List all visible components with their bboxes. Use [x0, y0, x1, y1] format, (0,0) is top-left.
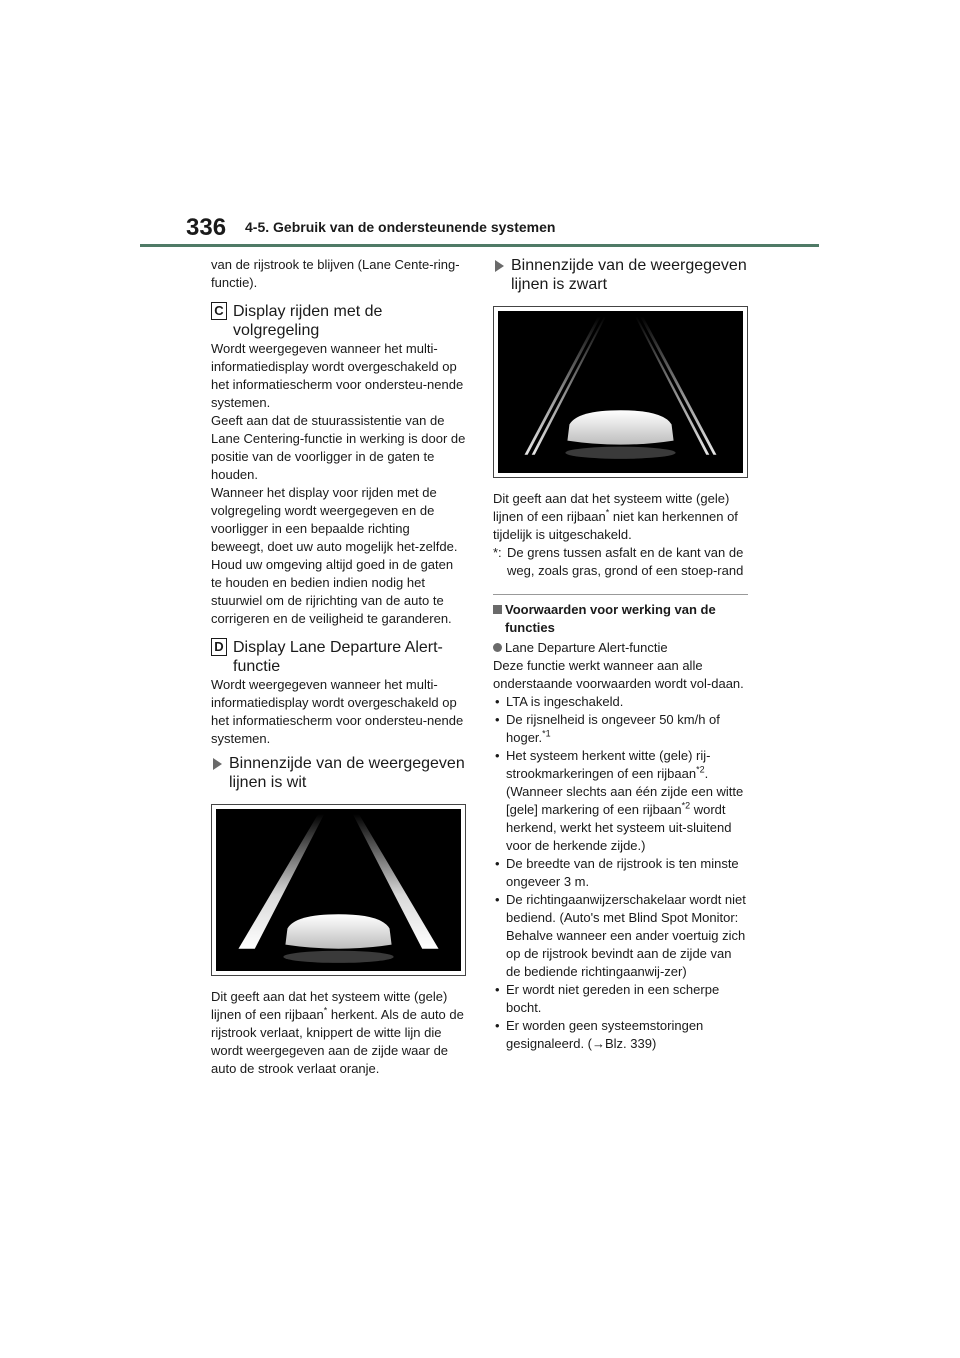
- list-item: • De rijsnelheid is ongeveer 50 km/h of hoger.$^{*1}$: [495, 712, 720, 745]
- conditions-heading: Voorwaarden voor werking van de functies: [493, 601, 748, 637]
- square-bullet-icon: [493, 605, 502, 614]
- left-column: [211, 256, 466, 1078]
- list-item: • De breedte van de rijstrook is ten minste ongeveer 3 m.: [495, 856, 739, 889]
- section-c-paragraph-2: Geeft aan dat de stuurassistentie van de Lane Centering-functie in werking is door de positie van de voorligger in de gaten te houden.: [211, 413, 466, 482]
- white-lines-display: [211, 804, 466, 976]
- list-item: • Het systeem herkent witte (gele) rij-strookmarkeringen of een rijbaan$^{*2}$. (Wanneer slechts aan één zijde een witte [gele] markering of een rijbaan$^{*2}$ wordt herkend, werkt het systeem uit-sluitend voor de herkende zijde.): [495, 748, 744, 853]
- list-item: • Er worden geen systeemstoringen gesignaleerd. (→Blz. 339): [495, 1018, 704, 1051]
- section-divider: [493, 594, 748, 595]
- lane-display-black-illustration: [498, 311, 743, 473]
- white-lines-heading: [211, 754, 466, 792]
- section-d-paragraph-1: Wordt weergegeven wanneer het multi-informatiedisplay wordt overgeschakeld op het informatiescherm voor ondersteu-nende systemen.: [211, 677, 464, 746]
- black-lines-display: [493, 306, 748, 478]
- section-d-title: Display Lane Departure Alert-functie: [233, 639, 443, 675]
- letter-d-icon: D: [211, 638, 227, 656]
- section-c-paragraph-3: Wanneer het display voor rijden met de volgregeling wordt weergegeven en de voorligger in een bepaalde richting beweegt, doet uw auto mogelijk het-zelfde. Houd uw omgeving altijd goed in de gaten te houden en bedien indien nodig het stuurwiel om de rijrichting van de auto te corrigeren en de veiligheid te garanderen.: [211, 485, 458, 626]
- black-lines-title: Binnenzijde van de weergegeven lijnen is zwart: [511, 257, 747, 293]
- black-lines-caption: Dit geeft aan dat het systeem witte (gele) lijnen of een rijbaan* niet kan herkennen of tijdelijk is uitgeschakeld.: [493, 491, 738, 542]
- page-number: 336: [186, 214, 227, 241]
- conditions-list: [493, 693, 748, 1053]
- list-item: • LTA is ingeschakeld.: [495, 694, 624, 709]
- footnote: *: De grens tussen asfalt en de kant van de weg, zoals gras, grond of een stoep-rand: [493, 545, 744, 578]
- white-lines-caption: Dit geeft aan dat het systeem witte (gele) lijnen of een rijbaan* herkent. Als de auto de rijstrook verlaat, knippert de witte lijn die wordt weergegeven aan de zijde waar de auto de strook verlaat oranje.: [211, 989, 464, 1076]
- triangle-bullet-icon: [213, 758, 222, 770]
- black-lines-heading: [493, 256, 748, 294]
- intro-text: van de rijstrook te blijven (Lane Cente-ring-functie).: [211, 257, 460, 290]
- section-d-heading: [211, 638, 466, 676]
- triangle-bullet-icon: [495, 260, 504, 272]
- circle-bullet-icon: [493, 643, 502, 652]
- letter-c-icon: C: [211, 302, 227, 320]
- section-c-heading: [211, 302, 466, 340]
- lane-display-white-illustration: [216, 809, 461, 971]
- list-item: • De richtingaanwijzerschakelaar wordt niet bediend. (Auto's met Blind Spot Monitor: Behalve wanneer een ander voertuig zich op de rijstrook bevindt aan de zijde van de bediende richtingaanwij-zer): [495, 892, 746, 979]
- chapter-title: 4-5. Gebruik van de ondersteunende systemen: [245, 219, 556, 235]
- conditions-intro: Deze functie werkt wanneer aan alle onderstaande voorwaarden wordt vol-daan.: [493, 658, 744, 691]
- right-column: [493, 256, 748, 1053]
- list-item: • Er wordt niet gereden in een scherpe bocht.: [495, 982, 720, 1015]
- header-rule: [140, 244, 819, 247]
- car-icon: [567, 410, 673, 444]
- white-lines-title: Binnenzijde van de weergegeven lijnen is wit: [229, 755, 465, 791]
- section-c-title: Display rijden met de volgregeling: [233, 303, 383, 339]
- section-c-paragraph-1: Wordt weergegeven wanneer het multi-informatiedisplay wordt overgeschakeld op het informatiescherm voor ondersteu-nende systemen.: [211, 341, 464, 410]
- conditions-subtitle: Lane Departure Alert-functie: [493, 639, 748, 657]
- car-icon: [285, 914, 391, 948]
